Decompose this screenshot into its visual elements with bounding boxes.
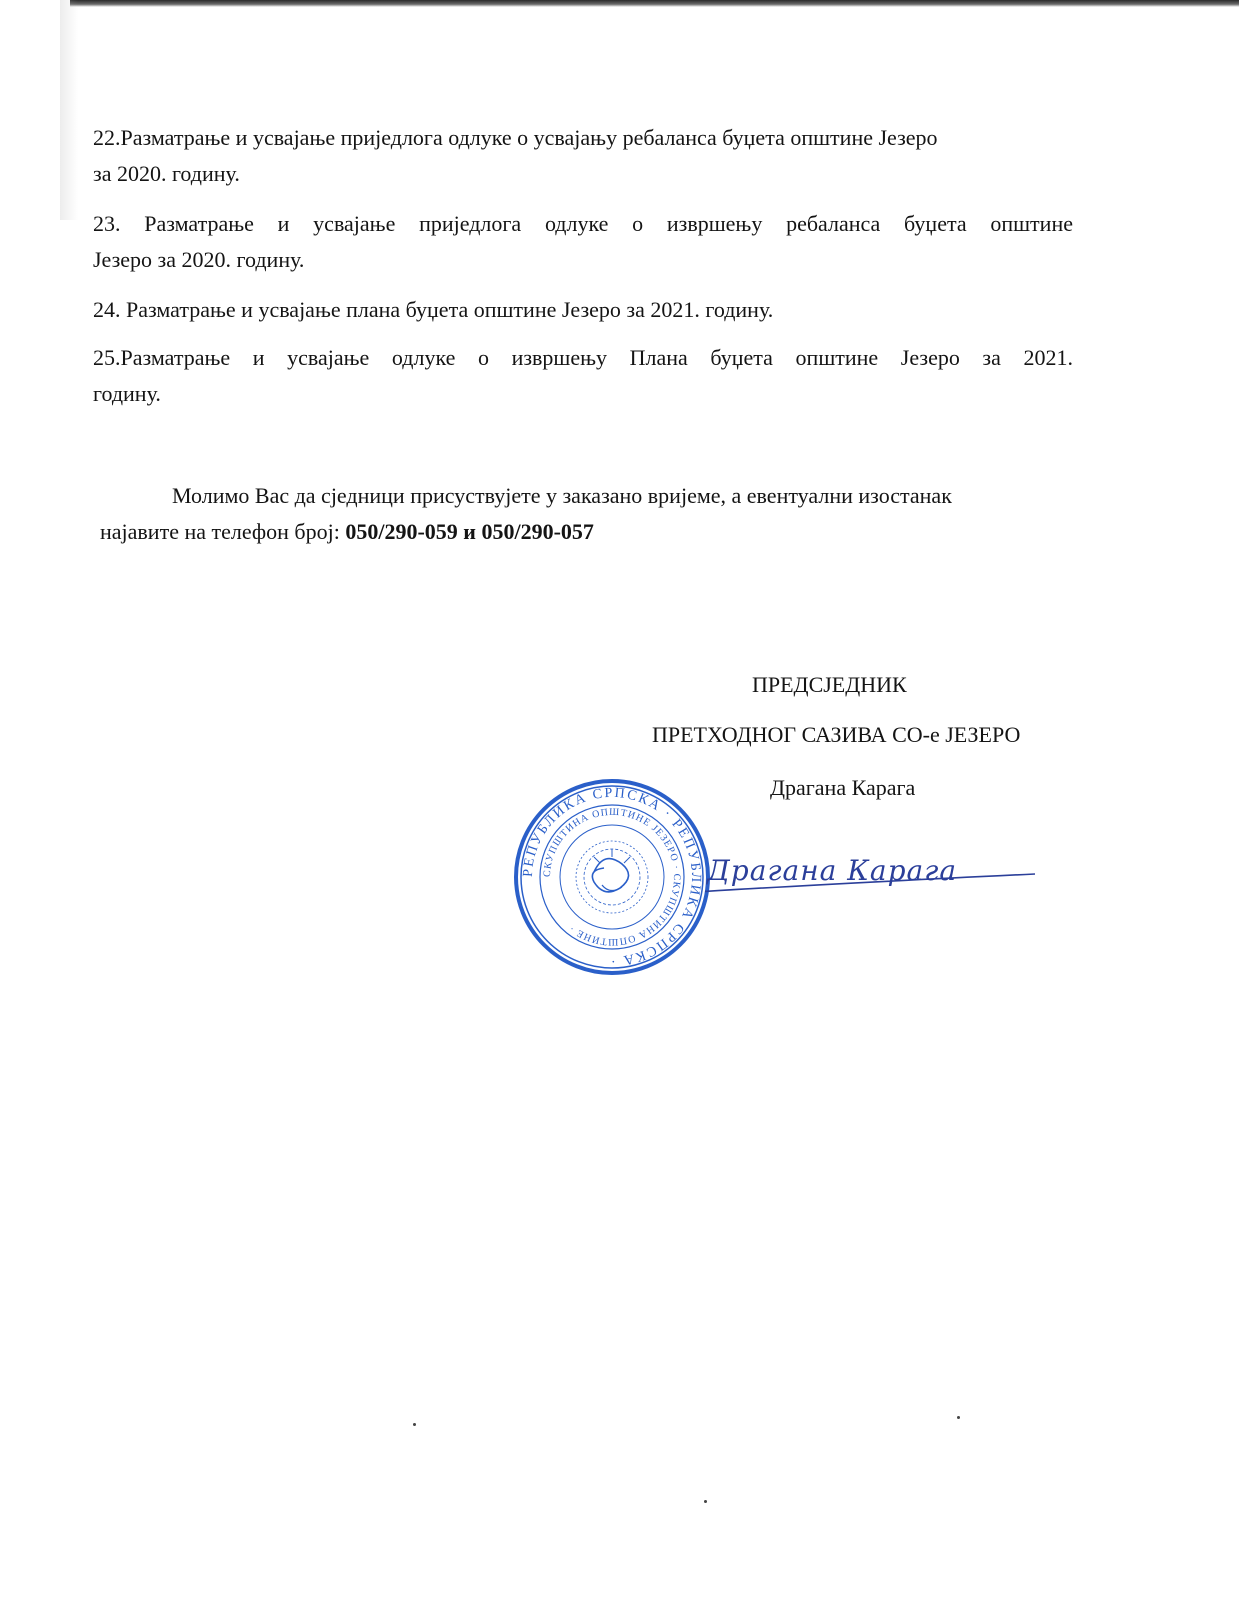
scan-edge-top <box>70 0 1239 7</box>
agenda-item-23-line1: 23. Разматрање и усвајање приједлога одлуке о извршењу ребаланса буџета општине <box>93 211 1073 236</box>
stamp-outer-text: РЕПУБЛИКА СРПСКА · РЕПУБЛИКА СРПСКА · <box>520 785 704 969</box>
scan-speck <box>413 1423 416 1426</box>
agenda-item-22 <box>93 120 1073 192</box>
notice-line1: Молимо Вас да сједници присуствујете у заказано вријеме, а евентуални изостанак <box>172 483 952 508</box>
agenda-item-25 <box>93 340 1073 412</box>
notice-line2-prefix: најавите на телефон број: <box>100 519 346 544</box>
agenda-item-24 <box>93 292 1073 328</box>
agenda-item-22-line1: 22.Разматрање и усвајање приједлога одлуке о усвајању ребаланса буџета општине Језеро <box>93 125 938 150</box>
stamp-inner-text: СКУПШТИНА ОПШТИНЕ ЈЕЗЕРО · СКУПШТИНА ОПШТИНЕ · <box>541 806 683 948</box>
handwritten-signature <box>705 840 1075 910</box>
signatory-title-line1: ПРЕДСЈЕДНИК <box>752 672 907 697</box>
signatory-title-line2: ПРЕТХОДНОГ САЗИВА СО-е ЈЕЗЕРО <box>652 722 1021 747</box>
agenda-item-25-line1: 25.Разматрање и усвајање одлуке о извршењу Плана буџета општине Језеро за 2021. <box>93 345 1073 370</box>
scan-speck <box>957 1416 960 1419</box>
scan-edge-left <box>60 0 78 220</box>
agenda-item-23 <box>93 206 1073 278</box>
official-stamp <box>512 777 712 977</box>
attendance-notice <box>100 478 1080 550</box>
scan-speck <box>704 1500 707 1503</box>
agenda-item-25-line2: годину. <box>93 381 161 406</box>
signatory-name: Драгана Карага <box>770 775 916 800</box>
phone-numbers: 050/290-059 и 050/290-057 <box>345 519 594 544</box>
agenda-item-22-line2: за 2020. годину. <box>93 161 240 186</box>
agenda-item-24-line1: 24. Разматрање и усвајање плана буџета општине Језеро за 2021. годину. <box>93 297 774 322</box>
agenda-item-23-line2: Језеро за 2020. годину. <box>93 247 305 272</box>
signature-script: Драгана Карага <box>707 854 958 887</box>
